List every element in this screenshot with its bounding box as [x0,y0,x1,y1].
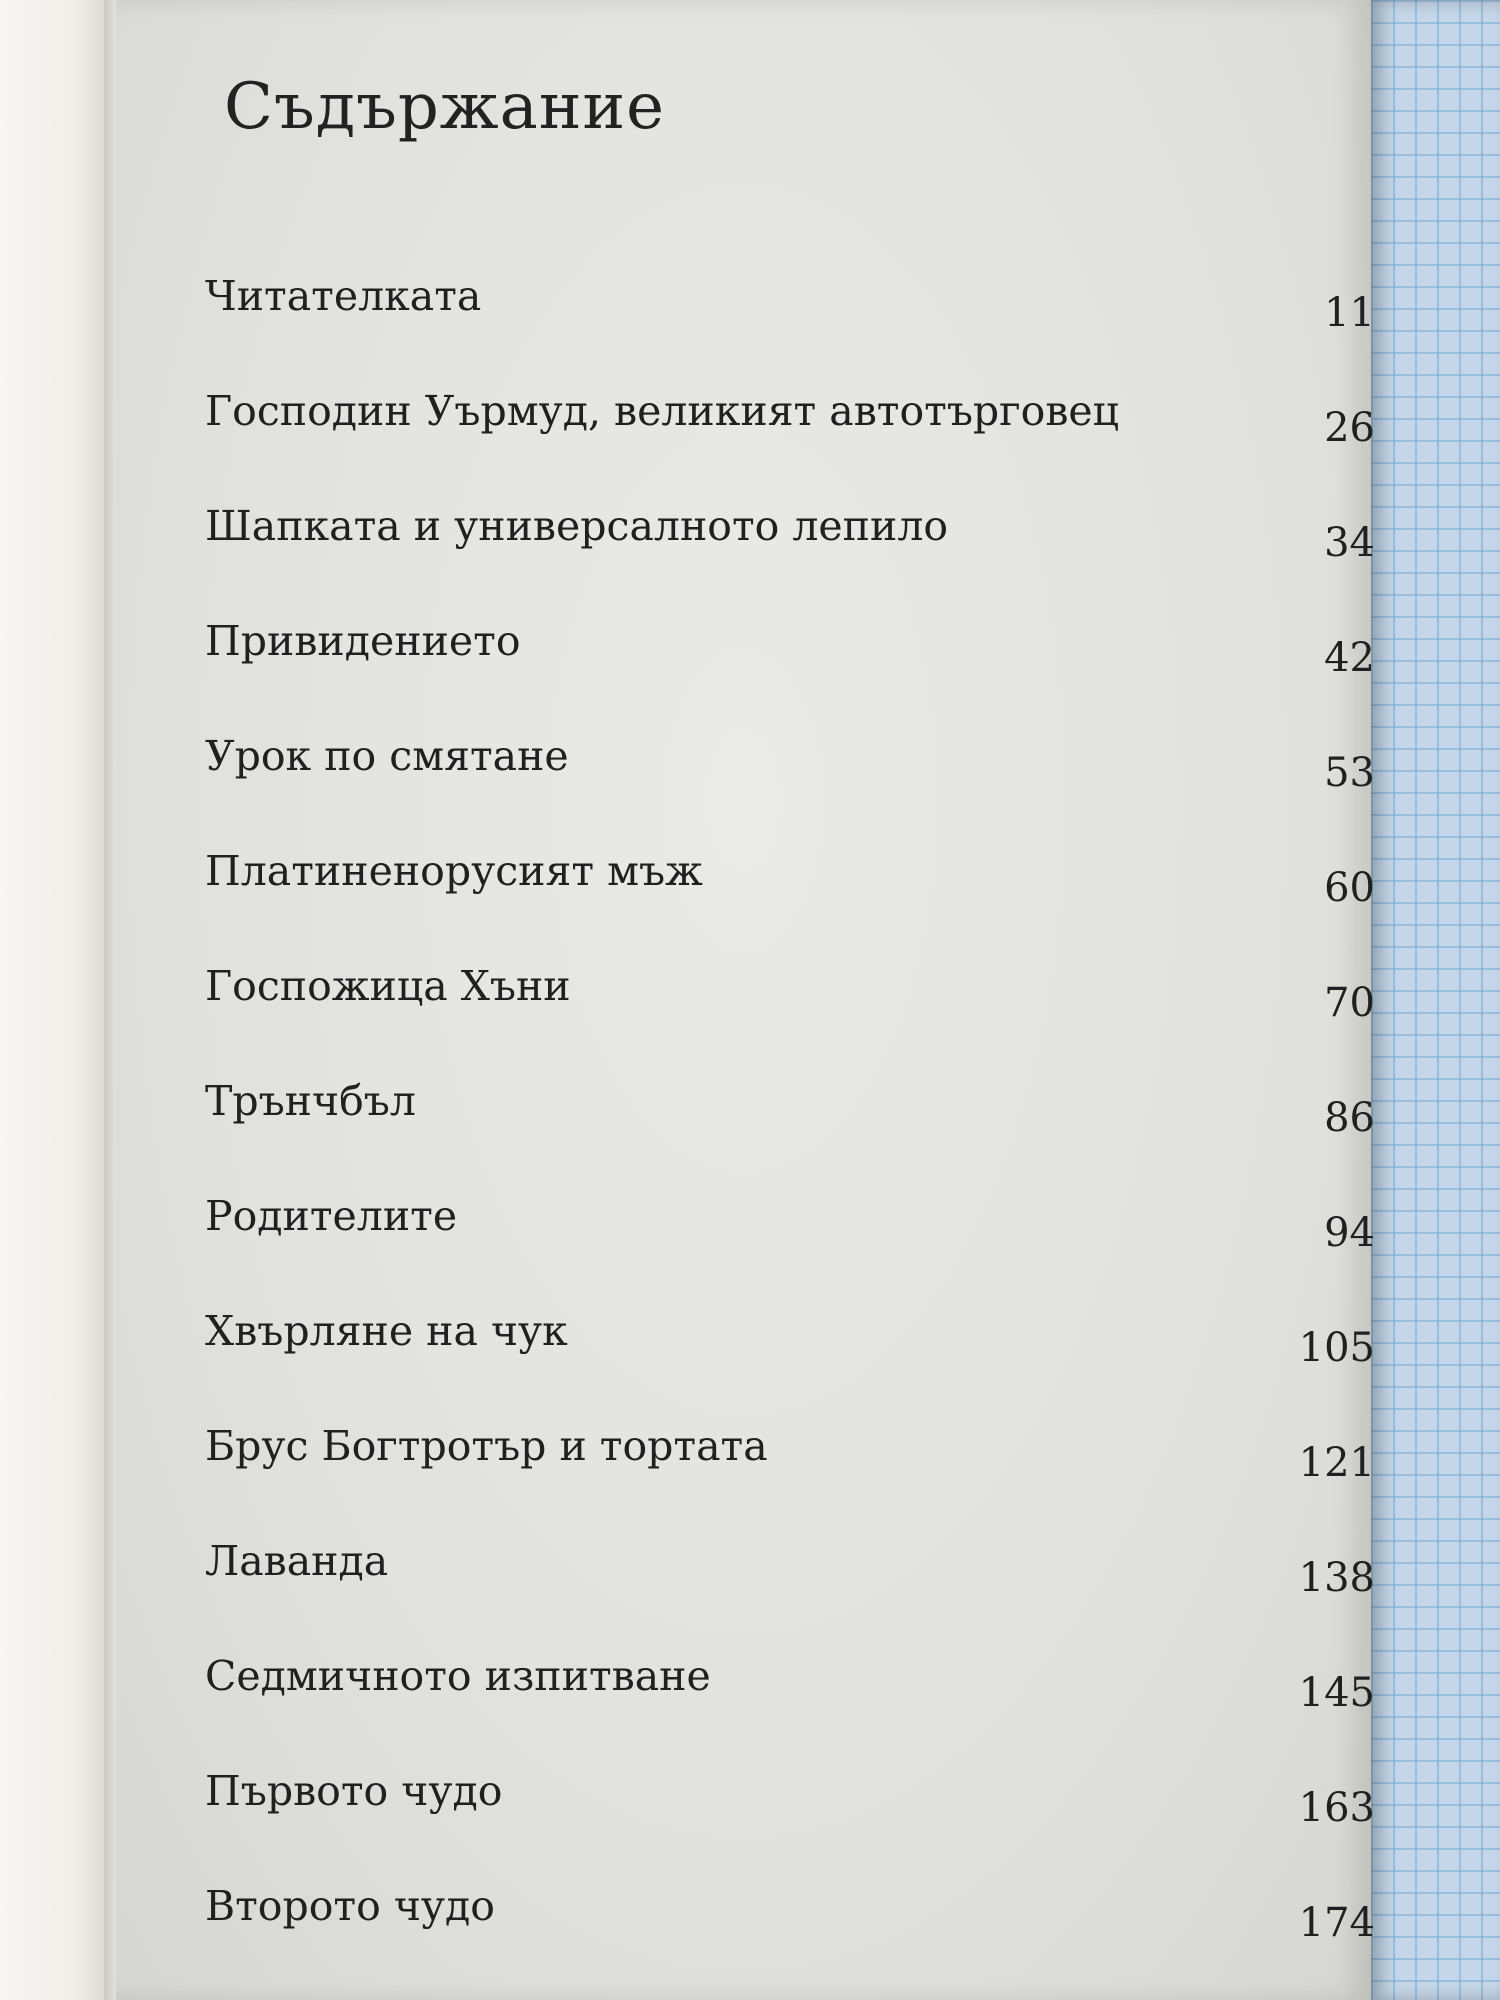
toc-entry-page: 174 [1298,1900,1375,1946]
toc-entry [205,502,1375,566]
toc-entry-page: 121 [1298,1440,1375,1486]
toc-entry-page: 42 [1324,635,1375,681]
toc-entry-title: Трънчбъл [205,1077,416,1125]
toc-entry [205,1652,1375,1716]
toc-entry [205,962,1375,1026]
toc-entry-page: 86 [1324,1095,1375,1141]
toc-entry-page: 26 [1324,405,1375,451]
toc-entry [205,1192,1375,1256]
toc-entry-title: Госпожица Хъни [205,962,571,1010]
toc-entry [205,1882,1375,1946]
toc-entry [205,847,1375,911]
toc-entry-title: Седмичното изпитване [205,1652,711,1700]
toc-entry-title: Лаванда [205,1537,389,1585]
toc-entry [205,1767,1375,1831]
toc-entry-page: 11 [1324,290,1375,336]
toc-entry [205,272,1375,336]
toc-entry-page: 53 [1324,750,1375,796]
toc-entry [205,1422,1375,1486]
toc-entry-page: 34 [1324,520,1375,566]
toc-entry [205,387,1375,451]
toc-entry-title: Брус Богтротър и тортата [205,1422,768,1470]
toc-entry-page: 163 [1298,1785,1375,1831]
toc-entry-page: 70 [1324,980,1375,1026]
toc-entry-title: Урок по смятане [205,732,569,780]
page-title: Съдържание [224,70,665,144]
toc-entry [205,1077,1375,1141]
toc-entry [205,732,1375,796]
toc-entry-page: 138 [1298,1555,1375,1601]
toc-entry-page: 60 [1324,865,1375,911]
toc-entry [205,617,1375,681]
toc-entry-title: Второто чудо [205,1882,495,1930]
toc-entry-title: Платиненорусият мъж [205,847,703,895]
toc-entry-page: 105 [1298,1325,1375,1371]
toc-entry [205,1307,1375,1371]
toc-entry-title: Шапката и универсалното лепило [205,502,949,550]
toc-entry-page: 145 [1298,1670,1375,1716]
toc-entry-title: Привидението [205,617,521,665]
toc-entry-title: Родителите [205,1192,458,1240]
toc-entry-title: Читателката [205,272,482,320]
toc-entry [205,1537,1375,1601]
toc-entry-title: Господин Уърмуд, великият автотърговец [205,387,1120,435]
toc-entry-title: Хвърляне на чук [205,1307,568,1355]
toc-entry-page: 94 [1324,1210,1375,1256]
toc-entry-title: Първото чудо [205,1767,503,1815]
